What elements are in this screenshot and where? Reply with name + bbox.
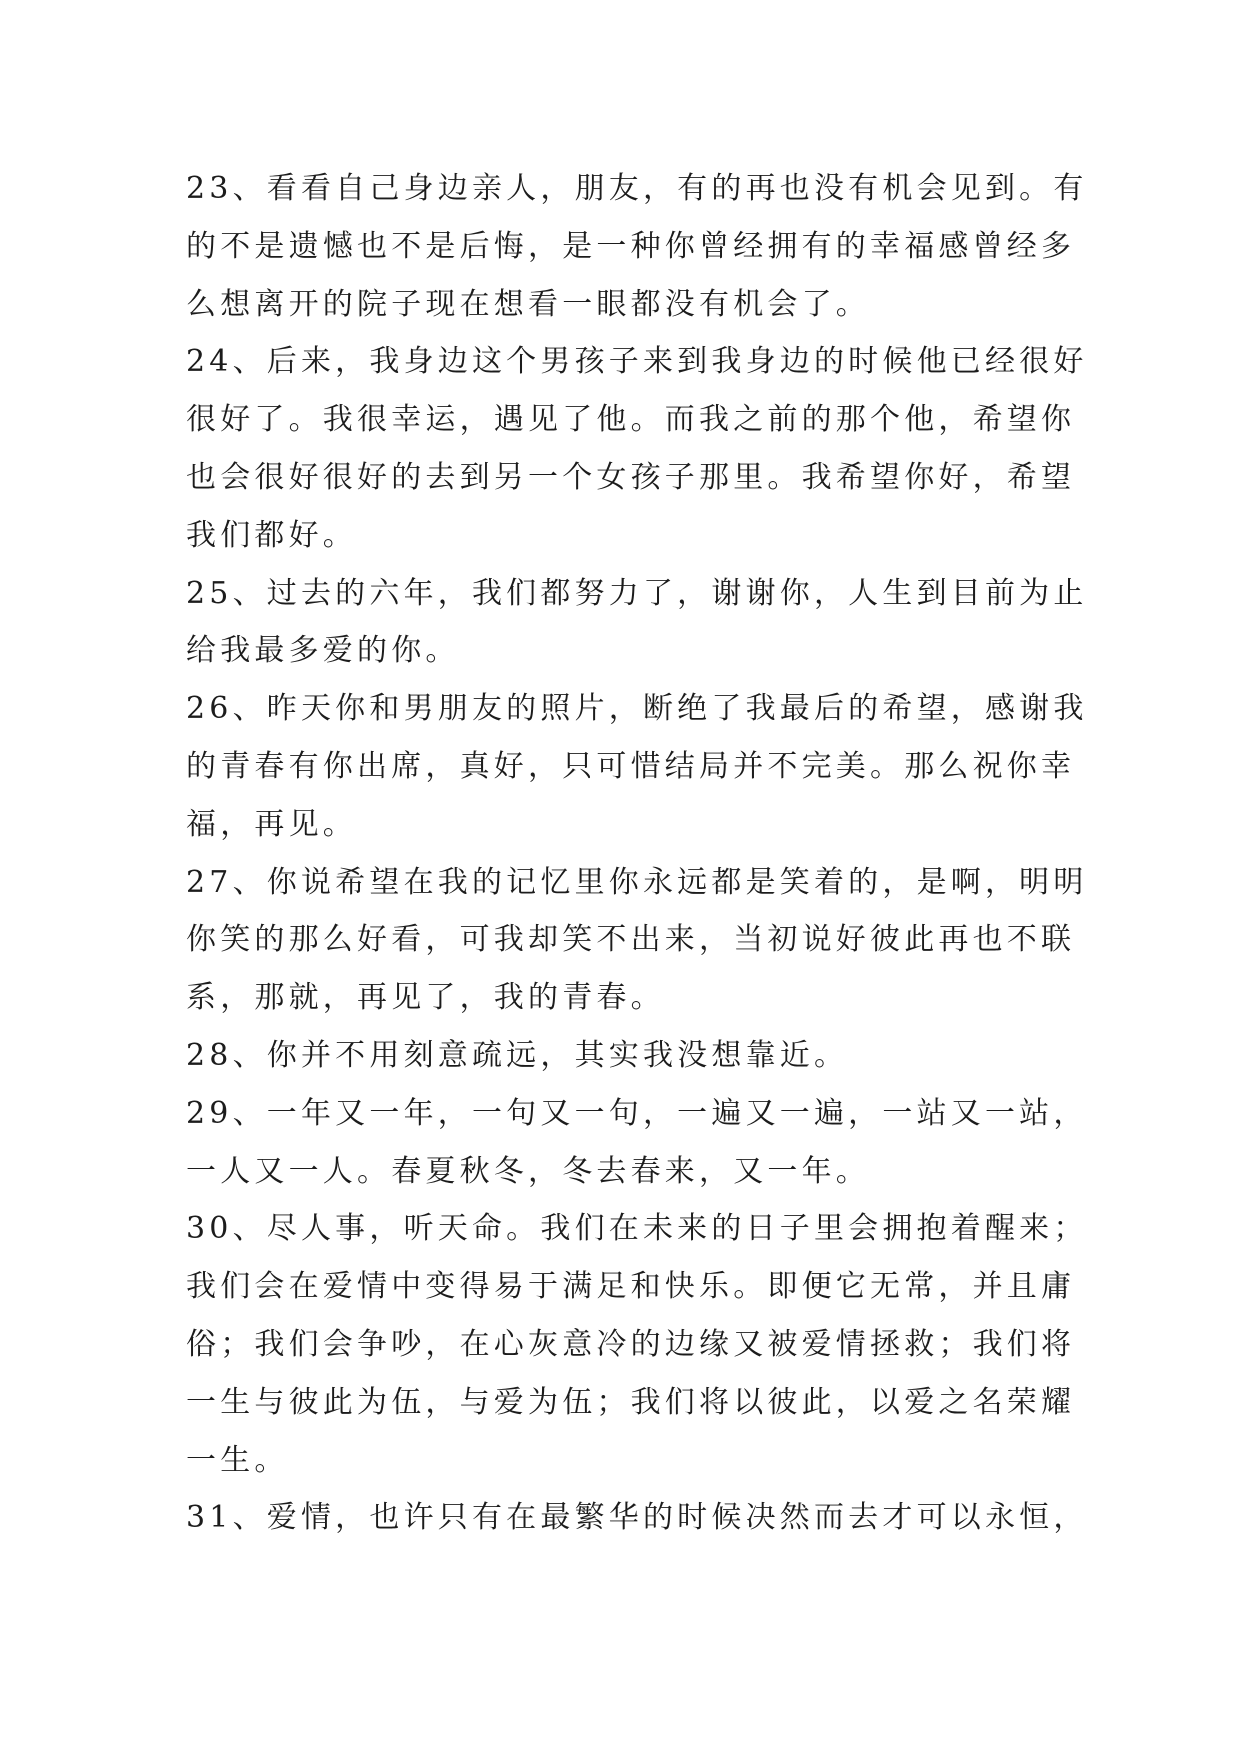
entry-line: 25、过去的六年，我们都努力了，谢谢你，人生到目前为止 — [186, 575, 1088, 611]
entry-line: 给我最多爱的你。 — [186, 633, 460, 669]
entry-line: 系，那就，再见了，我的青春。 — [186, 980, 665, 1016]
entry-line: 一人又一人。春夏秋冬，冬去春来，又一年。 — [186, 1153, 870, 1189]
entry-line: 31、爱情，也许只有在最繁华的时候决然而去才可以永恒， — [186, 1500, 1088, 1536]
entry-23 — [186, 160, 1088, 333]
entry-26 — [186, 680, 1088, 853]
entry-line: 24、后来，我身边这个男孩子来到我身边的时候他已经很好 — [186, 344, 1088, 380]
entry-line: 23、看看自己身边亲人，朋友，有的再也没有机会见到。有 — [186, 171, 1088, 206]
entry-line: 30、尽人事，听天命。我们在未来的日子里会拥抱着醒来； — [186, 1211, 1088, 1247]
entry-29 — [186, 1085, 1088, 1201]
entry-line: 一生与彼此为伍，与爱为伍；我们将以彼此，以爱之名荣耀 — [186, 1384, 1076, 1420]
entry-line: 我们会在爱情中变得易于满足和快乐。即便它无常，并且庸 — [186, 1269, 1076, 1305]
document-body — [186, 160, 1088, 1547]
entry-line: 29、一年又一年，一句又一句，一遍又一遍，一站又一站， — [186, 1095, 1088, 1131]
entry-28 — [186, 1027, 1066, 1085]
entry-line: 你笑的那么好看，可我却笑不出来，当初说好彼此再也不联 — [186, 922, 1076, 958]
entry-line: 很好了。我很幸运，遇见了他。而我之前的那个他，希望你 — [186, 402, 1076, 438]
entry-24 — [186, 333, 1088, 564]
entry-30 — [186, 1200, 1088, 1489]
entry-31 — [186, 1489, 1088, 1547]
entry-line: 么想离开的院子现在想看一眼都没有机会了。 — [186, 286, 870, 322]
entry-line: 26、昨天你和男朋友的照片，断绝了我最后的希望，感谢我 — [186, 691, 1088, 727]
entry-line: 的不是遗憾也不是后悔，是一种你曾经拥有的幸福感曾经多 — [186, 228, 1076, 264]
entry-line: 一生。 — [186, 1442, 289, 1478]
entry-line: 俗；我们会争吵，在心灰意冷的边缘又被爱情拯救；我们将 — [186, 1326, 1076, 1362]
entry-27 — [186, 854, 1088, 1027]
entry-line: 也会很好很好的去到另一个女孩子那里。我希望你好，希望 — [186, 459, 1076, 495]
entry-line: 28、你并不用刻意疏远，其实我没想靠近。 — [186, 1037, 849, 1073]
entry-25 — [186, 565, 1088, 681]
entry-line: 的青春有你出席，真好，只可惜结局并不完美。那么祝你幸 — [186, 748, 1076, 784]
entry-line: 我们都好。 — [186, 517, 357, 553]
entry-line: 福，再见。 — [186, 806, 357, 842]
entry-line: 27、你说希望在我的记忆里你永远都是笑着的，是啊，明明 — [186, 864, 1088, 900]
